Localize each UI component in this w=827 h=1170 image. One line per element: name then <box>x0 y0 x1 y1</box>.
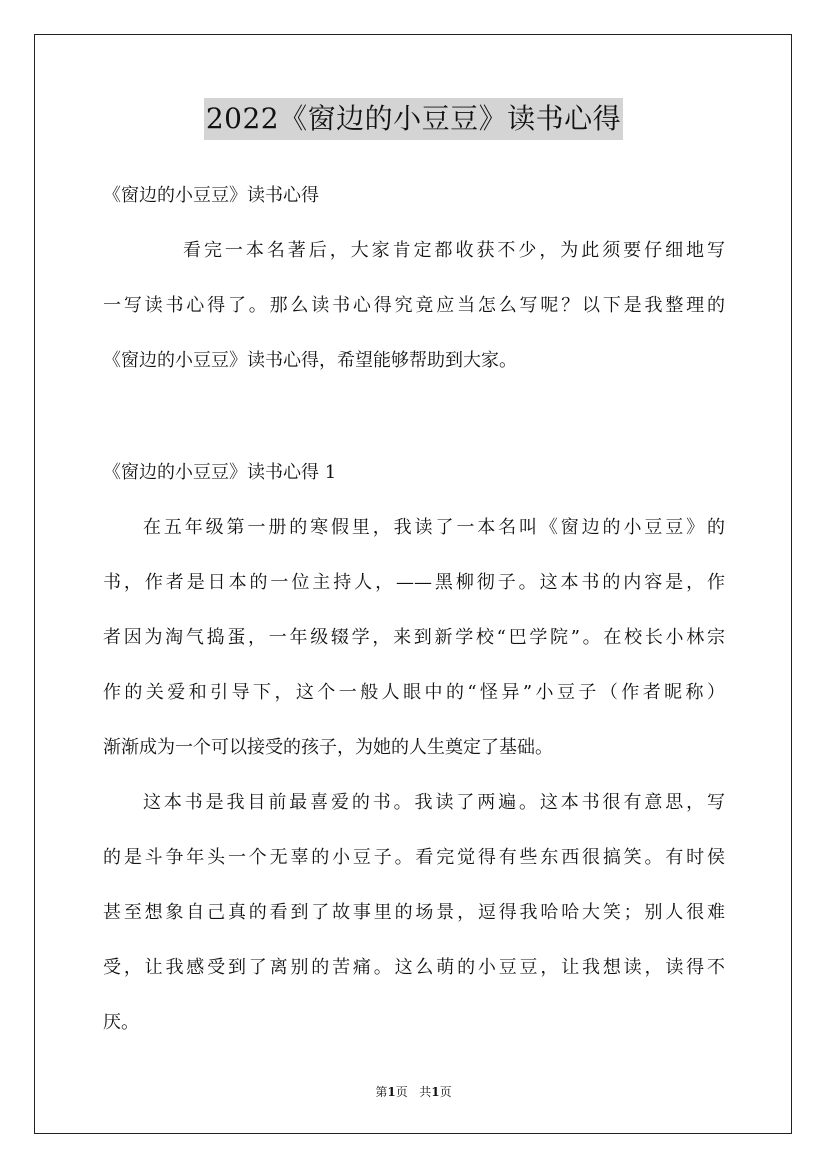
para1-line: 渐渐成为一个可以接受的孩子，为她的人生奠定了基础。 <box>103 737 553 758</box>
intro-line: 看完一本名著后，大家肯定都收获不少，为此须要仔细地写 <box>183 240 725 261</box>
para2-line: 厌。 <box>103 1012 139 1033</box>
subtitle: 《窗边的小豆豆》读书心得 <box>103 185 319 206</box>
intro-line: 《窗边的小豆豆》读书心得，希望能够帮助到大家。 <box>103 350 517 371</box>
para2-line: 甚至想象自己真的看到了故事里的场景，逗得我哈哈大笑；别人很难 <box>103 902 725 923</box>
page-footer <box>0 1083 827 1100</box>
total-prefix: 共 <box>419 1085 432 1099</box>
document-body <box>103 178 725 1041</box>
para2-line: 的是斗争年头一个无辜的小豆子。看完觉得有些东西很搞笑。有时侯 <box>103 847 725 868</box>
page-suffix: 页 <box>395 1085 408 1099</box>
para2-line: 这本书是我目前最喜爱的书。我读了两遍。这本书很有意思，写 <box>143 792 725 813</box>
page-number: 1 <box>387 1085 396 1099</box>
para2-line: 受，让我感受到了离别的苦痛。这么萌的小豆豆，让我想读，读得不 <box>103 957 725 978</box>
total-suffix: 页 <box>439 1085 452 1099</box>
section-heading: 《窗边的小豆豆》读书心得 1 <box>103 462 337 483</box>
page-prefix: 第 <box>375 1085 388 1099</box>
title-container <box>0 98 827 140</box>
para1-line: 者因为淘气捣蛋，一年级辍学，来到新学校“巴学院”。在校长小林宗 <box>103 627 725 648</box>
intro-line: 一写读书心得了。那么读书心得究竟应当怎么写呢？以下是我整理的 <box>103 295 725 316</box>
para1-line: 书，作者是日本的一位主持人，——黑柳彻子。这本书的内容是，作 <box>103 572 725 593</box>
para1-line: 在五年级第一册的寒假里，我读了一本名叫《窗边的小豆豆》的 <box>143 517 725 538</box>
total-number: 1 <box>431 1085 440 1099</box>
document-title: 2022《窗边的小豆豆》读书心得 <box>204 98 623 140</box>
para1-line: 作的关爱和引导下，这个一般人眼中的“怪异”小豆子（作者昵称） <box>103 682 725 703</box>
